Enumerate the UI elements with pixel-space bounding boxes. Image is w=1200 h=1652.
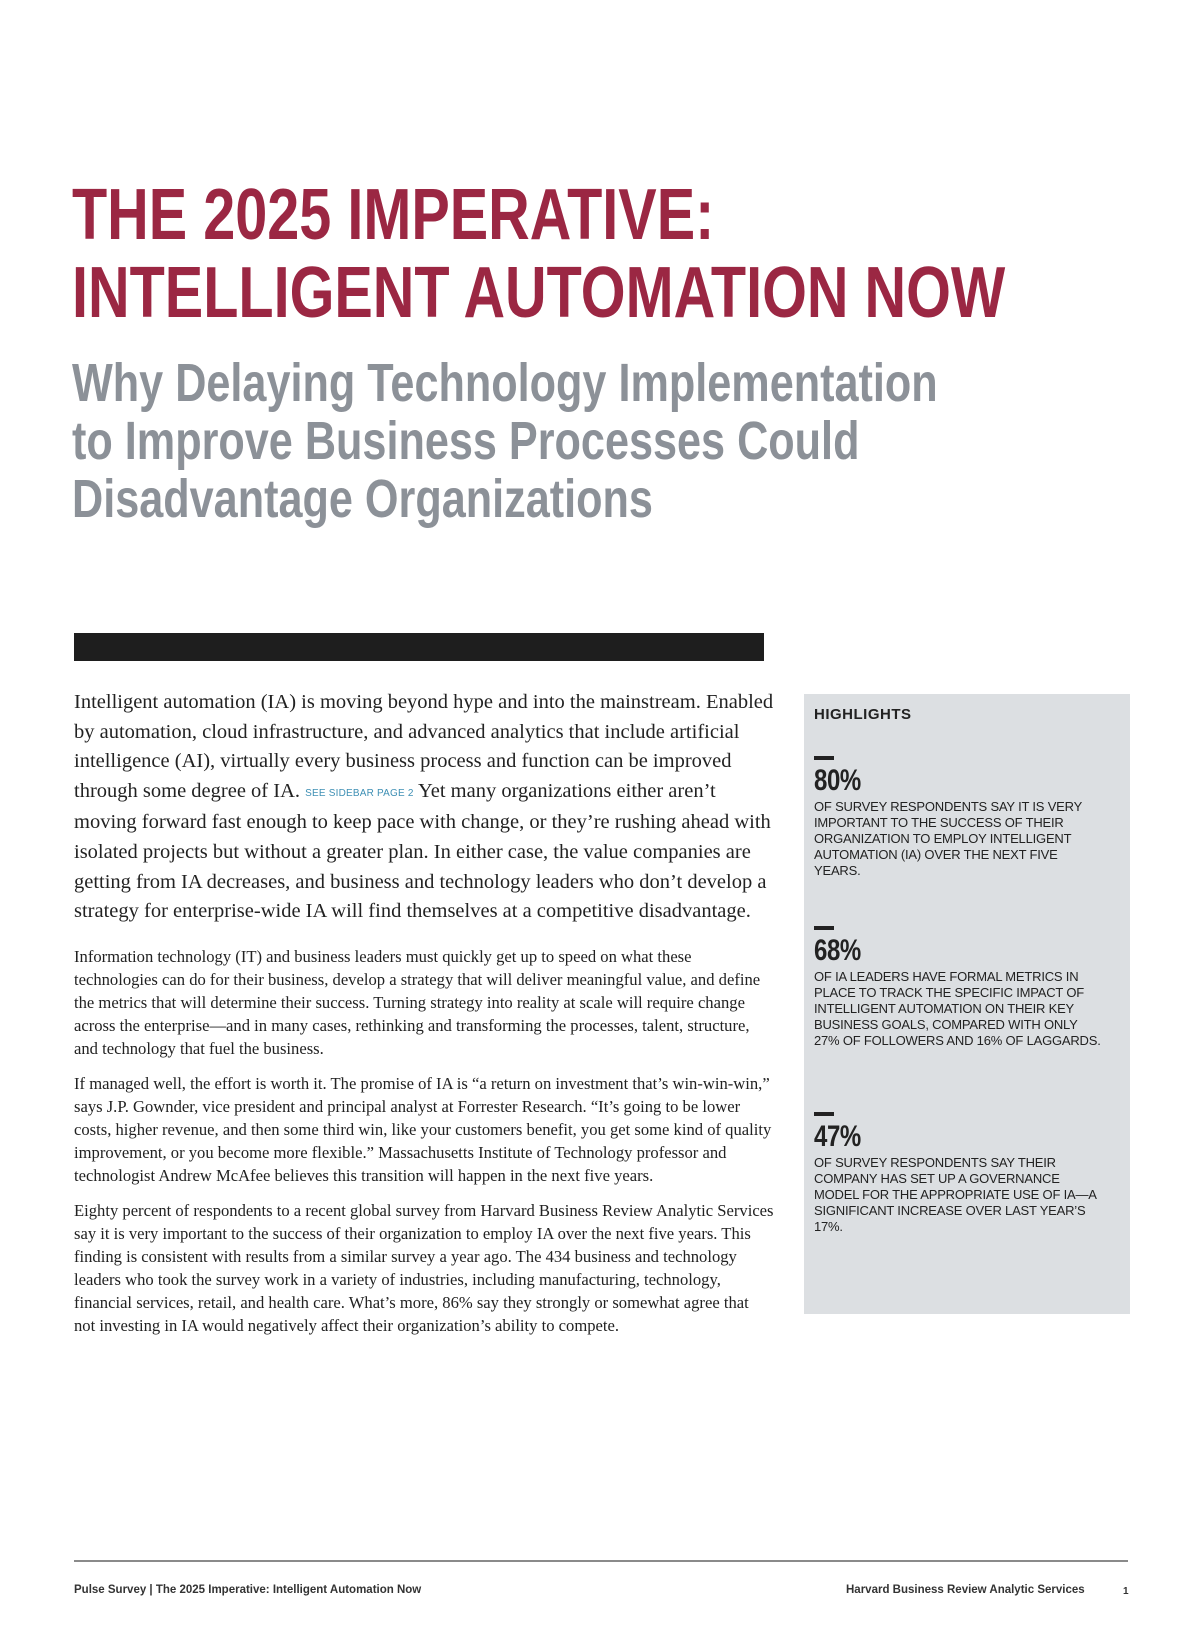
stat-dash	[814, 1112, 834, 1116]
highlight-stat-2	[814, 926, 1104, 1049]
page-subtitle	[72, 354, 984, 528]
subtitle-line-3: Disadvantage Organizations	[72, 469, 653, 529]
stat-value: 68%	[814, 934, 861, 967]
main-article	[74, 688, 774, 1349]
subtitle-line-2: to Improve Business Processes Could	[72, 411, 860, 471]
highlights-heading: HIGHLIGHTS	[814, 706, 912, 723]
footer-divider	[74, 1560, 1128, 1562]
title-line-2: INTELLIGENT AUTOMATION NOW	[72, 253, 1006, 333]
lede-text-start: Intelligent automation (IA) is moving beyond hype and into the mainstream. Enabled by automation, cloud infrastructure, and advanced analytics that include artificial intelligence (AI), virtually every business process and function can be improved through some degree of IA.	[74, 691, 774, 802]
body-paragraph-1: Information technology (IT) and business leaders must quickly get up to speed on what these technologies can do for their business, develop a strategy that will deliver meaningful value, and define the metrics that will determine their success. Turning strategy into reality at scale will require change across the enterprise—and in many cases, rethinking and transforming the processes, talent, structure, and technology that fuel the business.	[74, 946, 761, 1058]
stat-dash	[814, 756, 834, 760]
stat-value: 47%	[814, 1120, 861, 1153]
section-divider-bar	[74, 633, 764, 661]
highlight-stat-1	[814, 756, 1104, 879]
footer-publisher: Harvard Business Review Analytic Services	[846, 1584, 1085, 1596]
page-title	[72, 175, 1006, 333]
subtitle-line-1: Why Delaying Technology Implementation	[72, 353, 938, 413]
title-line-1: THE 2025 IMPERATIVE:	[72, 175, 715, 255]
footer-publication: Pulse Survey | The 2025 Imperative: Intelligent Automation Now	[74, 1584, 422, 1596]
stat-value: 80%	[814, 764, 861, 797]
sidebar-reference-link[interactable]: SEE SIDEBAR PAGE 2	[305, 787, 414, 799]
body-paragraph-2: If managed well, the effort is worth it. The promise of IA is “a return on investment that’s win-win-win,” says J.P. Gownder, vice president and principal analyst at Forrester Research. “It’s going to be lower costs, higher revenue, and then some third win, like your customers benefit, you get some kind of quality improvement, or you become more flexible.” Massachusetts Institute of Technology professor and technologist Andrew McAfee believes this transition will happen in the next five years.	[74, 1073, 772, 1185]
lede-paragraph	[74, 688, 774, 927]
stat-description: OF IA LEADERS HAVE FORMAL METRICS IN PLACE TO TRACK THE SPECIFIC IMPACT OF INTELLIGENT AUTOMATION ON THEIR KEY BUSINESS GOALS, COMPARED WITH ONLY 27% OF FOLLOWERS AND 16% OF LAGGARDS.	[814, 969, 1101, 1048]
body-paragraph-3: Eighty percent of respondents to a recent global survey from Harvard Business Review Analytic Services say it is very important to the success of their organization to employ IA over the next five years. This finding is consistent with results from a similar survey a year ago. The 434 business and technology leaders who took the survey work in a variety of industries, including manufacturing, technology, financial services, retail, and health care. What’s more, 86% say they strongly or somewhat agree that not investing in IA would negatively affect their organization’s ability to compete.	[74, 1200, 774, 1335]
lede-text-end: Yet many organizations either aren’t moving forward fast enough to keep pace with change, or they’re rushing ahead with isolated projects but without a greater plan. In either case, the value companies are getting from IA decreases, and business and technology leaders who don’t develop a strategy for enterprise-wide IA will find themselves at a competitive disadvantage.	[74, 779, 771, 923]
stat-dash	[814, 926, 834, 930]
highlight-stat-3	[814, 1112, 1104, 1235]
highlights-panel	[804, 694, 1130, 1314]
stat-description: OF SURVEY RESPONDENTS SAY THEIR COMPANY HAS SET UP A GOVERNANCE MODEL FOR THE APPROPRIATE USE OF IA—A SIGNIFICANT INCREASE OVER LAST YEAR’S 17%.	[814, 1155, 1097, 1234]
stat-description: OF SURVEY RESPONDENTS SAY IT IS VERY IMPORTANT TO THE SUCCESS OF THEIR ORGANIZATION TO EMPLOY INTELLIGENT AUTOMATION (IA) OVER THE NEXT FIVE YEARS.	[814, 799, 1082, 878]
page-number: 1	[1123, 1586, 1129, 1597]
